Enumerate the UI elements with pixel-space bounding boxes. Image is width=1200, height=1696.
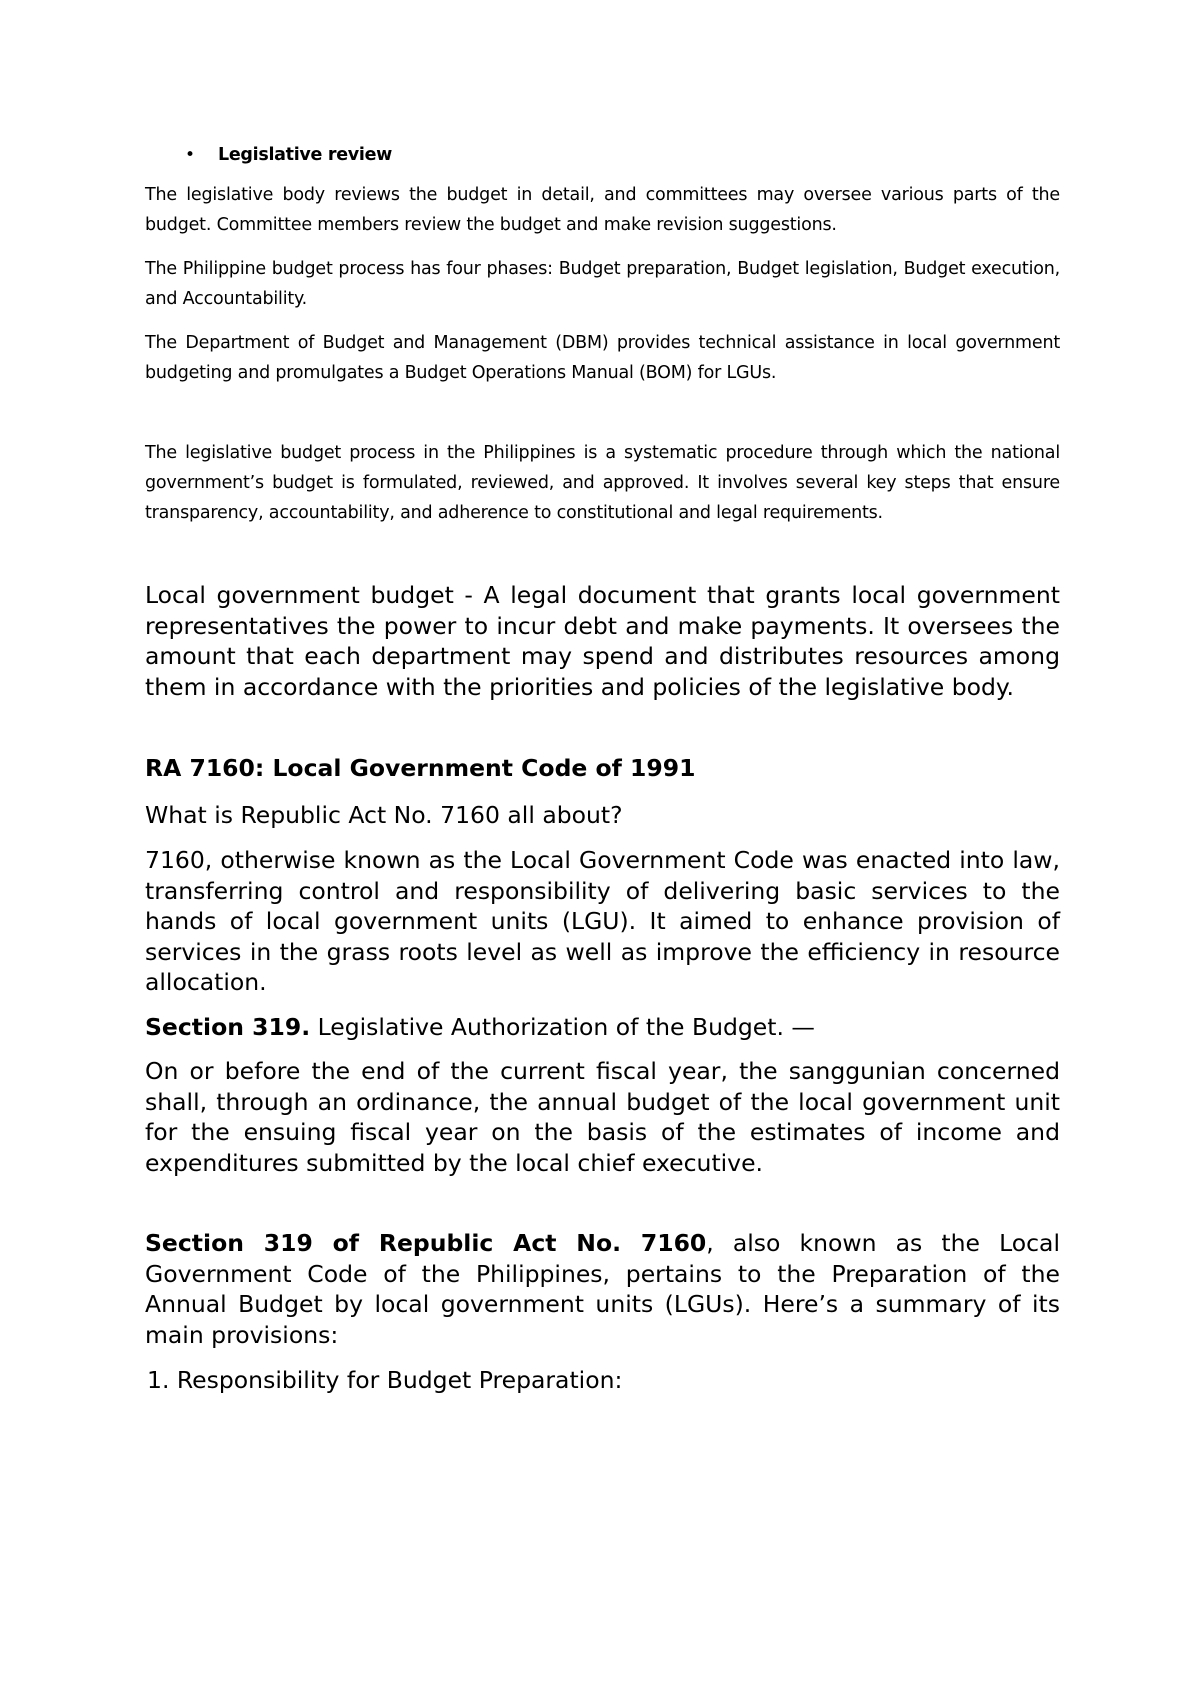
summary-paragraph <box>145 1228 1060 1350</box>
summary-bold-lead: Section 319 of Republic Act No. 7160 <box>145 1229 707 1257</box>
section-319-title: Legislative Authorization of the Budget. — <box>310 1012 815 1041</box>
list-item <box>145 1365 1060 1396</box>
ra-heading: RA 7160: Local Government Code of 1991 <box>145 754 696 782</box>
document-page <box>145 140 1060 1396</box>
paragraph-legislative-body: The legislative body reviews the budget in detail, and committees may oversee various parts of the budget. Committee members review the budget and make revision suggestions. <box>145 185 1060 235</box>
paragraph-four-phases: The Philippine budget process has four phases: Budget preparation, Budget legislation, Budget execution, and Accountability. <box>145 259 1060 309</box>
paragraph-legislative-process: The legislative budget process in the Philippines is a systematic procedure through which the national government’s budget is formulated, reviewed, and approved. It involves several key steps that ensure transparency, accountability, and adherence to constitutional and legal requirements. <box>145 443 1060 523</box>
paragraph-dbm: The Department of Budget and Management (DBM) provides technical assistance in local government budgeting and promulgates a Budget Operations Manual (BOM) for LGUs. <box>145 333 1060 383</box>
list-item-text: Responsibility for Budget Preparation: <box>176 1366 623 1394</box>
bullet-item <box>145 140 1060 180</box>
ra-question: What is Republic Act No. 7160 all about? <box>145 800 623 829</box>
summary-rest: , also known as the Local Government Code of the Philippines, pertains to the Preparation of the Annual Budget by local government units (LGUs). Here’s a summary of its main provisions: <box>145 1229 1060 1349</box>
section-319-body: On or before the end of the current fiscal year, the sanggunian concerned shall, through an ordinance, the annual budget of the local government unit for the ensuing fiscal year on the basis of the estimates of income and expenditures submitted by the local chief executive. <box>145 1057 1060 1177</box>
section-319-label: Section 319. <box>145 1012 311 1041</box>
bullet-heading: Legislative review <box>218 145 393 165</box>
list-item-number: 1. <box>147 1366 170 1394</box>
paragraph-local-budget: Local government budget - A legal document that grants local government representatives the power to incur debt and make payments. It oversees the amount that each department may spend and distributes resources among them in accordance with the priorities and policies of the legislative body. <box>145 581 1060 701</box>
bullet-icon: • <box>185 145 196 165</box>
section-319-heading <box>145 1012 1060 1043</box>
ra-answer: 7160, otherwise known as the Local Government Code was enacted into law, transferring control and responsibility of delivering basic services to the hands of local government units (LGU). It aimed to enhance provision of services in the grass roots level as well as improve the efficiency in resource allocation. <box>145 846 1060 996</box>
